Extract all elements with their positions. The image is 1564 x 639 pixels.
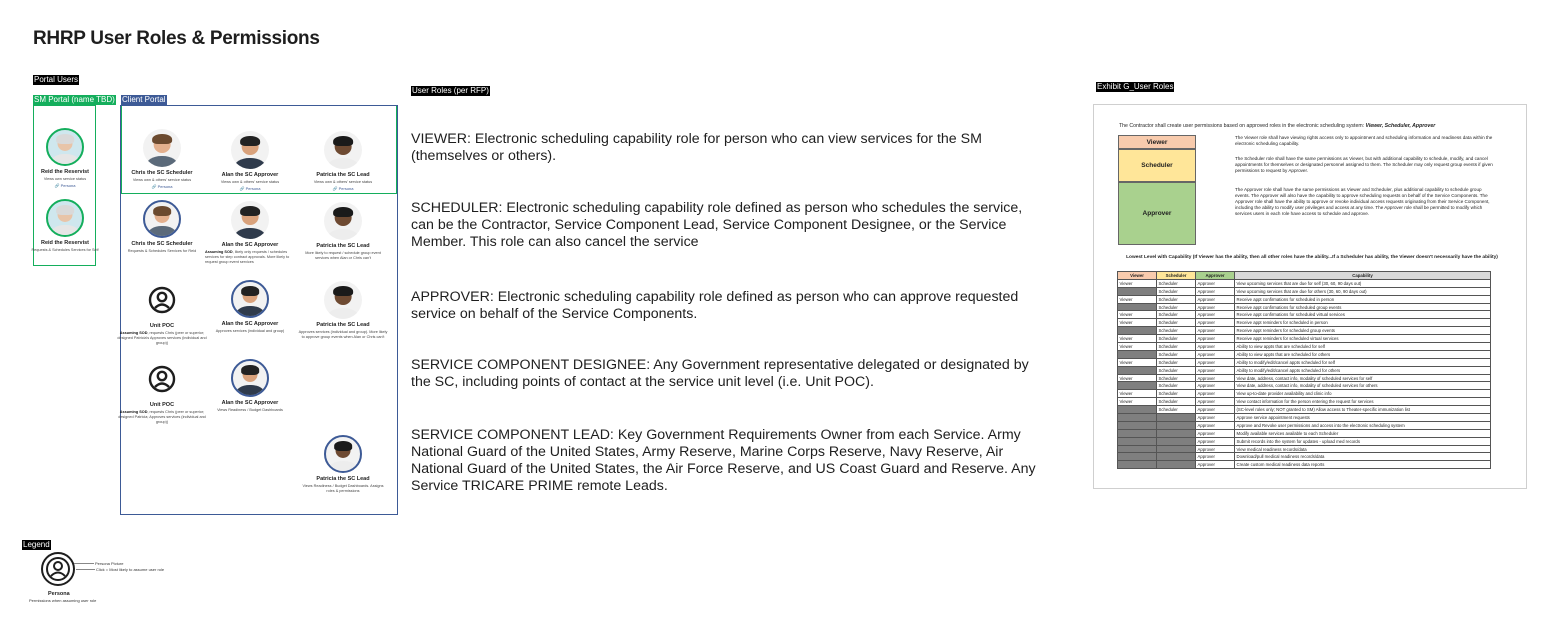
- persona-card[interactable]: [117, 200, 207, 254]
- viewer-cell: Viewer: [1118, 398, 1157, 406]
- persona-name: Alan the SC Approver: [221, 242, 279, 248]
- viewer-cell: Viewer: [1118, 343, 1157, 351]
- persona-link[interactable]: 🔗 Persona: [332, 186, 354, 191]
- persona-card[interactable]: [205, 131, 295, 191]
- viewer-cell: [1118, 350, 1157, 358]
- capability-cell: View upcoming services that are due for self (30, 60, 90 days out): [1235, 279, 1491, 287]
- persona-card[interactable]: [298, 202, 388, 261]
- header-viewer: Viewer: [1118, 272, 1157, 280]
- viewer-description: The Viewer role shall have viewing rights access only to appointment and scheduling information and readiness data within the electronic scheduling capability.: [1235, 135, 1493, 146]
- persona-link[interactable]: 🔗 Persona: [239, 186, 261, 191]
- viewer-cell: Viewer: [1118, 390, 1157, 398]
- avatar: [324, 202, 362, 240]
- persona-name: Patricia the SC Lead: [316, 476, 370, 482]
- persona-permissions: Views own service status: [43, 177, 87, 181]
- approver-cell: Approver: [1196, 429, 1235, 437]
- table-row: [1118, 319, 1491, 327]
- scheduler-cell: [1157, 429, 1196, 437]
- persona-permissions: Views own & others' service status: [220, 180, 280, 184]
- capability-cell: Ability to modify/edit/cancel appts scheduled for self: [1235, 358, 1491, 366]
- legend-persona-name: Persona: [48, 591, 70, 597]
- approver-description: The Approver role shall have the same permissions as Viewer and Scheduler, plus additional capability to schedule group events. The Approver will also have the capability to approve scheduling requests on behalf of the Service Components. The Approver role shall have the ability to approve or revoke individual access requests originating from their Service Component, including the ability to modify user privileges and access at any time. The Approver role shall be permitted to modify which services users in each role have access to schedule and approve.: [1235, 187, 1490, 216]
- viewer-cell: [1118, 445, 1157, 453]
- legend-persona-desc: Permissions when assuming user role: [29, 598, 97, 603]
- approver-cell: Approver: [1196, 437, 1235, 445]
- persona-permissions: More likely to request / schedule group event services when Alan or Chris can't: [305, 251, 381, 260]
- capability-cell: Ability to view appts that are scheduled for self: [1235, 343, 1491, 351]
- scheduler-cell: Scheduler: [1157, 295, 1196, 303]
- scheduler-cell: Scheduler: [1157, 366, 1196, 374]
- viewer-cell: Viewer: [1118, 319, 1157, 327]
- legend-picture-label: Persona Picture: [95, 561, 124, 566]
- persona-card[interactable]: [298, 281, 388, 340]
- capability-cell: Receive appt reminders for scheduled group events: [1235, 327, 1491, 335]
- persona-name: Alan the SC Approver: [221, 321, 279, 327]
- role-approver-text: APPROVER: Electronic scheduling capability role defined as person who can approve requested service on behalf of the Service Components.: [411, 289, 1019, 322]
- capability-cell: Approve and Revoke user permissions and access into the electronic scheduling system: [1235, 421, 1491, 429]
- viewer-cell: Viewer: [1118, 295, 1157, 303]
- header-approver: Approver: [1196, 272, 1235, 280]
- page-title: RHRP User Roles & Permissions: [33, 28, 320, 49]
- approver-cell: Approver: [1196, 350, 1235, 358]
- persona-permissions: Requests & Schedules Services for Reid: [127, 249, 197, 253]
- scheduler-cell: [1157, 437, 1196, 445]
- persona-permissions: Views own & others' service status: [132, 178, 192, 182]
- capability-table: [1117, 271, 1491, 469]
- persona-card[interactable]: [117, 285, 207, 346]
- persona-name: Alan the SC Approver: [221, 400, 279, 406]
- role-designee-text: SERVICE COMPONENT DESIGNEE: Any Government representative delegated or designated by the SC, including points of contact at the service unit level (i.e. Unit POC).: [411, 357, 1029, 390]
- avatar: [143, 129, 181, 167]
- table-row: [1118, 406, 1491, 414]
- approver-cell: Approver: [1196, 335, 1235, 343]
- scheduler-description: The Scheduler role shall have the same permissions as Viewer, but with additional capability to schedule, modify, and cancel appointments for themselves or designated personnel assigned to them. The Scheduler may only request group events if given permissions to request by Approver.: [1235, 156, 1493, 173]
- scheduler-cell: Scheduler: [1157, 303, 1196, 311]
- scheduler-cell: Scheduler: [1157, 390, 1196, 398]
- approver-cell: Approver: [1196, 421, 1235, 429]
- persona-card[interactable]: [205, 201, 295, 265]
- approver-cell: Approver: [1196, 327, 1235, 335]
- table-row: [1118, 350, 1491, 358]
- legend-pointer-line: [74, 563, 94, 564]
- capability-cell: Receive appt confirmations for scheduled virtual services: [1235, 311, 1491, 319]
- capability-cell: Receive appt confirmations for scheduled group events: [1235, 303, 1491, 311]
- viewer-cell: [1118, 287, 1157, 295]
- scheduler-cell: Scheduler: [1157, 327, 1196, 335]
- table-row: [1118, 382, 1491, 390]
- role-lead-text: SERVICE COMPONENT LEAD: Key Government Requirements Owner from each Service. Army National Guard of the United States, Army Reserve, Marine Corps Reserve, Navy Reserve, Air National Guard of the United States, the Air Force Reserve, and US Coast Guard and Reserve. Any Service TRICARE PRIME remote Leads.: [411, 427, 1036, 494]
- capability-rows: [1118, 279, 1491, 468]
- persona-name: Chris the SC Scheduler: [131, 170, 193, 176]
- capability-cell: Create custom medical readiness data reports: [1235, 461, 1491, 469]
- viewer-cell: [1118, 461, 1157, 469]
- viewer-cell: Viewer: [1118, 358, 1157, 366]
- viewer-block: Viewer: [1118, 135, 1196, 149]
- persona-permissions: Assuming SOD, likely only requests / schedules services for step contract approvals. More likely to request group event services: [205, 250, 290, 264]
- table-row: [1118, 461, 1491, 469]
- scheduler-cell: Scheduler: [1157, 279, 1196, 287]
- table-row: [1118, 343, 1491, 351]
- table-row: [1118, 445, 1491, 453]
- portal-users-label: Portal Users: [34, 75, 79, 84]
- table-row: [1118, 311, 1491, 319]
- capability-cell: Ability to modify/edit/cancel appts scheduled for others: [1235, 366, 1491, 374]
- avatar: [231, 201, 269, 239]
- exhibit-label: Exhibit G_User Roles: [1097, 82, 1174, 91]
- viewer-cell: [1118, 429, 1157, 437]
- approver-cell: Approver: [1196, 366, 1235, 374]
- persona-card[interactable]: [117, 129, 207, 189]
- approver-cell: Approver: [1196, 303, 1235, 311]
- table-row: [1118, 358, 1491, 366]
- avatar: [324, 131, 362, 169]
- persona-permissions: Approves services (individual and group). More likely to approve group events when Alan or Chris can't: [298, 330, 388, 339]
- scheduler-cell: [1157, 445, 1196, 453]
- persona-link[interactable]: 🔗 Persona: [54, 183, 76, 188]
- persona-card[interactable]: [298, 435, 388, 494]
- scheduler-cell: Scheduler: [1157, 374, 1196, 382]
- scheduler-cell: Scheduler: [1157, 382, 1196, 390]
- approver-cell: Approver: [1196, 406, 1235, 414]
- approver-cell: Approver: [1196, 398, 1235, 406]
- avatar: [46, 128, 84, 166]
- table-row: [1118, 398, 1491, 406]
- scheduler-cell: Scheduler: [1157, 350, 1196, 358]
- persona-permissions: Views Readiness / Budget Dashboards: [217, 408, 283, 412]
- table-row: [1118, 374, 1491, 382]
- persona-link[interactable]: 🔗 Persona: [151, 184, 173, 189]
- table-row: [1118, 366, 1491, 374]
- avatar: [46, 199, 84, 237]
- capability-cell: Approve service appointment requests: [1235, 414, 1491, 422]
- approver-cell: Approver: [1196, 390, 1235, 398]
- exhibit-intro: The Contractor shall create user permissions based on approved roles in the electronic scheduling system: Viewer, Scheduler, Approver: [1119, 123, 1436, 129]
- scheduler-cell: [1157, 461, 1196, 469]
- unit-poc-icon: [147, 364, 177, 394]
- capability-cell: View upcoming services that are due for others (30, 60, 90 days out): [1235, 287, 1491, 295]
- persona-card[interactable]: [117, 364, 207, 425]
- persona-name: Patricia the SC Lead: [316, 322, 370, 328]
- approver-cell: Approver: [1196, 311, 1235, 319]
- table-row: [1118, 421, 1491, 429]
- approver-cell: Approver: [1196, 445, 1235, 453]
- persona-permissions: Approves services (individual and group): [215, 329, 285, 333]
- persona-card[interactable]: [205, 359, 295, 413]
- legend-persona-icon: [40, 551, 76, 587]
- viewer-cell: [1118, 303, 1157, 311]
- exhibit-document: [1093, 104, 1527, 489]
- approver-cell: Approver: [1196, 343, 1235, 351]
- header-scheduler: Scheduler: [1157, 272, 1196, 280]
- role-scheduler-text: SCHEDULER: Electronic scheduling capability role defined as person who schedules the service, can be the Contractor, Service Component Lead, Service Component Designee, or the Service Member. This role can also cancel the service: [411, 200, 1023, 250]
- capability-cell: View contact information for the person entering the request for services: [1235, 398, 1491, 406]
- persona-name: Patricia the SC Lead: [316, 172, 370, 178]
- avatar: [231, 359, 269, 397]
- approver-cell: Approver: [1196, 453, 1235, 461]
- table-heading: Lowest Level with Capability (If Viewer has the ability, then all other roles have the ability...If a Scheduler has ability, the Viewer doesn't necessarily have the ability): [1126, 255, 1498, 260]
- approver-block: Approver: [1118, 182, 1196, 245]
- persona-card[interactable]: [205, 280, 295, 334]
- capability-cell: Download/pull medical readiness records/data: [1235, 453, 1491, 461]
- table-row: [1118, 303, 1491, 311]
- capability-cell: Ability to view appts that are scheduled for others: [1235, 350, 1491, 358]
- avatar: [143, 200, 181, 238]
- viewer-cell: [1118, 382, 1157, 390]
- avatar: [324, 281, 362, 319]
- viewer-cell: [1118, 421, 1157, 429]
- role-viewer-text: VIEWER: Electronic scheduling capability role for person who can view services for the SM (themselves or others).: [411, 131, 982, 164]
- capability-cell: View date, address, contact info, modality of scheduled services for self: [1235, 374, 1491, 382]
- persona-permissions: Assuming SOD, requests Chris (peer or superior; designed Patricia's Approves services (individual and group)): [117, 331, 207, 345]
- client-portal-label: Client Portal: [122, 95, 166, 104]
- table-row: [1118, 453, 1491, 461]
- persona-card[interactable]: [20, 128, 110, 188]
- sm-portal-label: SM Portal (name TBD): [34, 95, 115, 104]
- persona-permissions: Requests & Schedules Services for Self: [31, 248, 99, 252]
- scheduler-block: Scheduler: [1118, 149, 1196, 182]
- unit-poc-icon: [147, 285, 177, 315]
- legend-link-label: Click = Most likely to assume user role: [96, 567, 165, 572]
- table-row: [1118, 327, 1491, 335]
- table-row: [1118, 429, 1491, 437]
- scheduler-cell: Scheduler: [1157, 287, 1196, 295]
- scheduler-cell: [1157, 414, 1196, 422]
- table-row: [1118, 414, 1491, 422]
- capability-cell: (SC-level roles only; NOT granted to SM) Allow access to Theater-specific immunization list: [1235, 406, 1491, 414]
- persona-permissions: Views Readiness / Budget Dashboards. Assigns roles & permissions: [302, 484, 384, 493]
- capability-cell: Submit records into the system for updates - upload med records: [1235, 437, 1491, 445]
- viewer-cell: Viewer: [1118, 374, 1157, 382]
- user-roles-label: User Roles (per RFP): [412, 86, 489, 95]
- persona-card[interactable]: [20, 199, 110, 253]
- avatar: [231, 280, 269, 318]
- capability-cell: Receive appt confirmations for scheduled in person: [1235, 295, 1491, 303]
- viewer-cell: [1118, 327, 1157, 335]
- capability-cell: Receive appt reminders for scheduled virtual services: [1235, 335, 1491, 343]
- persona-name: Reid the Reservist: [41, 240, 89, 246]
- persona-name: Patricia the SC Lead: [316, 243, 370, 249]
- legend-pointer-line: [76, 569, 95, 570]
- approver-cell: Approver: [1196, 279, 1235, 287]
- approver-cell: Approver: [1196, 414, 1235, 422]
- viewer-cell: [1118, 414, 1157, 422]
- approver-cell: Approver: [1196, 358, 1235, 366]
- scheduler-cell: [1157, 421, 1196, 429]
- capability-cell: View date, address, contact info, modality of scheduled services for others: [1235, 382, 1491, 390]
- persona-permissions: Assuming SOD, requests Chris (peer or superior; designed Patricia; Approves services (individual and group)): [118, 410, 206, 424]
- capability-cell: Receive appt reminders for scheduled in person: [1235, 319, 1491, 327]
- table-row: [1118, 335, 1491, 343]
- persona-name: Chris the SC Scheduler: [131, 241, 193, 247]
- scheduler-cell: Scheduler: [1157, 335, 1196, 343]
- persona-name: Reid the Reservist: [41, 169, 89, 175]
- approver-cell: Approver: [1196, 461, 1235, 469]
- capability-cell: View medical readiness records/data: [1235, 445, 1491, 453]
- persona-permissions: Views own & others' service status: [313, 180, 373, 184]
- persona-card[interactable]: [298, 131, 388, 191]
- table-row: [1118, 279, 1491, 287]
- scheduler-cell: Scheduler: [1157, 319, 1196, 327]
- viewer-cell: Viewer: [1118, 279, 1157, 287]
- capability-cell: View up-to-date provider availability and clinic info: [1235, 390, 1491, 398]
- legend-label: Legend: [23, 540, 50, 549]
- persona-name: Alan the SC Approver: [221, 172, 279, 178]
- viewer-cell: [1118, 366, 1157, 374]
- table-row: [1118, 287, 1491, 295]
- viewer-cell: Viewer: [1118, 311, 1157, 319]
- scheduler-cell: [1157, 453, 1196, 461]
- approver-cell: Approver: [1196, 382, 1235, 390]
- approver-cell: Approver: [1196, 287, 1235, 295]
- avatar: [231, 131, 269, 169]
- capability-cell: Modify available services available to each Scheduler: [1235, 429, 1491, 437]
- viewer-cell: [1118, 437, 1157, 445]
- scheduler-cell: Scheduler: [1157, 311, 1196, 319]
- viewer-cell: [1118, 453, 1157, 461]
- scheduler-cell: Scheduler: [1157, 398, 1196, 406]
- persona-name: Unit POC: [149, 402, 175, 408]
- table-row: [1118, 390, 1491, 398]
- scheduler-cell: Scheduler: [1157, 406, 1196, 414]
- approver-cell: Approver: [1196, 374, 1235, 382]
- viewer-cell: Viewer: [1118, 335, 1157, 343]
- table-row: [1118, 295, 1491, 303]
- approver-cell: Approver: [1196, 319, 1235, 327]
- approver-cell: Approver: [1196, 295, 1235, 303]
- scheduler-cell: Scheduler: [1157, 343, 1196, 351]
- avatar: [324, 435, 362, 473]
- persona-name: Unit POC: [149, 323, 175, 329]
- scheduler-cell: Scheduler: [1157, 358, 1196, 366]
- table-row: [1118, 437, 1491, 445]
- viewer-cell: [1118, 406, 1157, 414]
- header-capability: Capability: [1235, 272, 1491, 280]
